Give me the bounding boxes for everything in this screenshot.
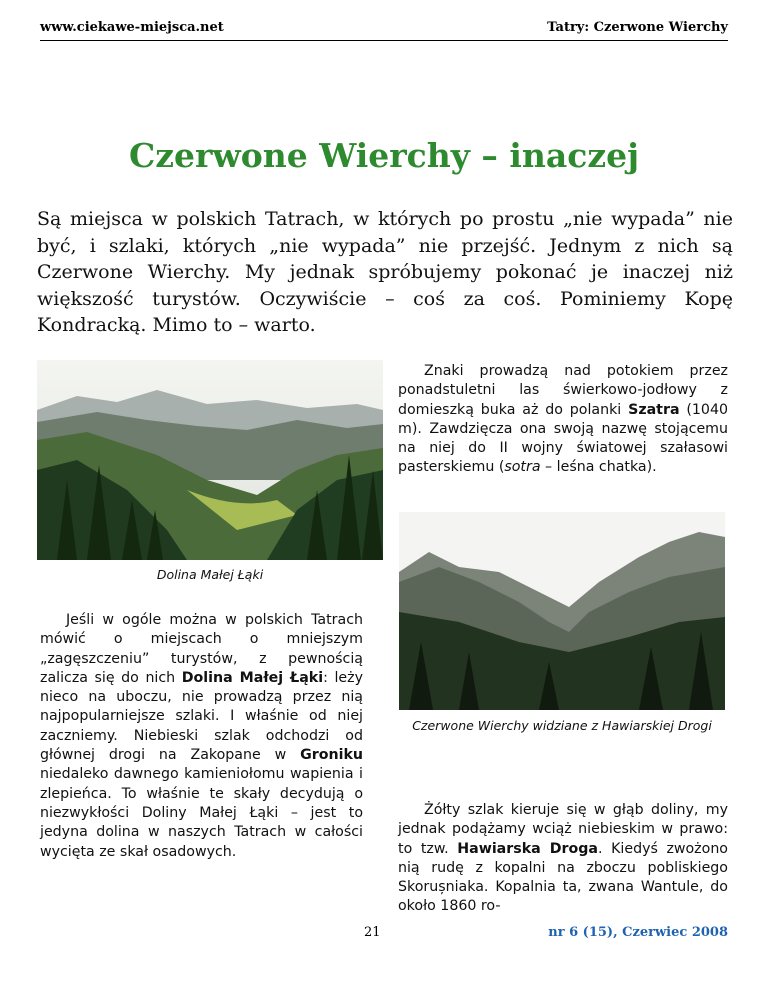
issue-label: nr 6 (15), Czerwiec 2008 (548, 925, 728, 940)
paragraph-szatra: Znaki prowadzą nad potokiem przez ponadstuletni las świerkowo-jodłowy z domieszką buka aż do polanki Szatra (1040 m). Zawdzięcza ona swoją nazwę stojącemu na niej do II wojny światowej szałasowi pasterskiemu (sotra – leśna chatka). (398, 363, 728, 476)
caption-photo-1: Dolina Małej Łąki (156, 567, 264, 582)
header-site-url: www.ciekawe-miejsca.net (40, 20, 224, 35)
article-lead: Są miejsca w polskich Tatrach, w których po prostu „nie wypada” nie być, i szlaki, których „nie wypada” nie przejść. Jednym z nich są Czerwone Wierchy. My jednak spróbujemy pokonać je inaczej niż większość turystów. Oczywiście – coś za coś. Pominiemy Kopę Kondracką. Mimo to – warto. (37, 208, 733, 336)
paragraph-hawiarska-droga: Żółty szlak kieruje się w głąb doliny, my jednak podążamy wciąż niebieskim w prawo: to tzw. Hawiarska Droga. Kiedyś zwożono nią rudę z kopalni na zboczu pobliskiego Skorușniaka. Kopalnia ta, zwana Wantule, do około 1860 ro- (398, 802, 728, 915)
photo-dolina-malej-laki (37, 360, 383, 560)
photo-czerwone-wierchy (399, 512, 725, 710)
header-divider (40, 40, 728, 41)
header-section-title: Tatry: Czerwone Wierchy (547, 20, 728, 35)
caption-photo-2: Czerwone Wierchy widziane z Hawiarskiej Drogi (412, 718, 712, 733)
article-title: Czerwone Wierchy – inaczej (128, 136, 640, 175)
paragraph-dolina-malej-laki: Jeśli w ogóle można w polskich Tatrach mówić o miejscach o mniejszym „zagęszczeniu” turystów, z pewnością zalicza się do nich Dolina Małej Łąki: leży nieco na uboczu, nie prowadzą przez nią najpopularniejsze szlaki. I właśnie od niej zaczniemy. Niebieski szlak odchodzi od głównej drogi na Zakopane w Groniku niedaleko dawnego kamieniołomu wapienia i zlepieńca. To właśnie te skały decydują o niezwykłości Doliny Małej Łąki – jest to jedyna dolina w naszych Tatrach w całości wycięta ze skał osadowych. (40, 612, 363, 860)
page-number: 21 (364, 925, 381, 940)
